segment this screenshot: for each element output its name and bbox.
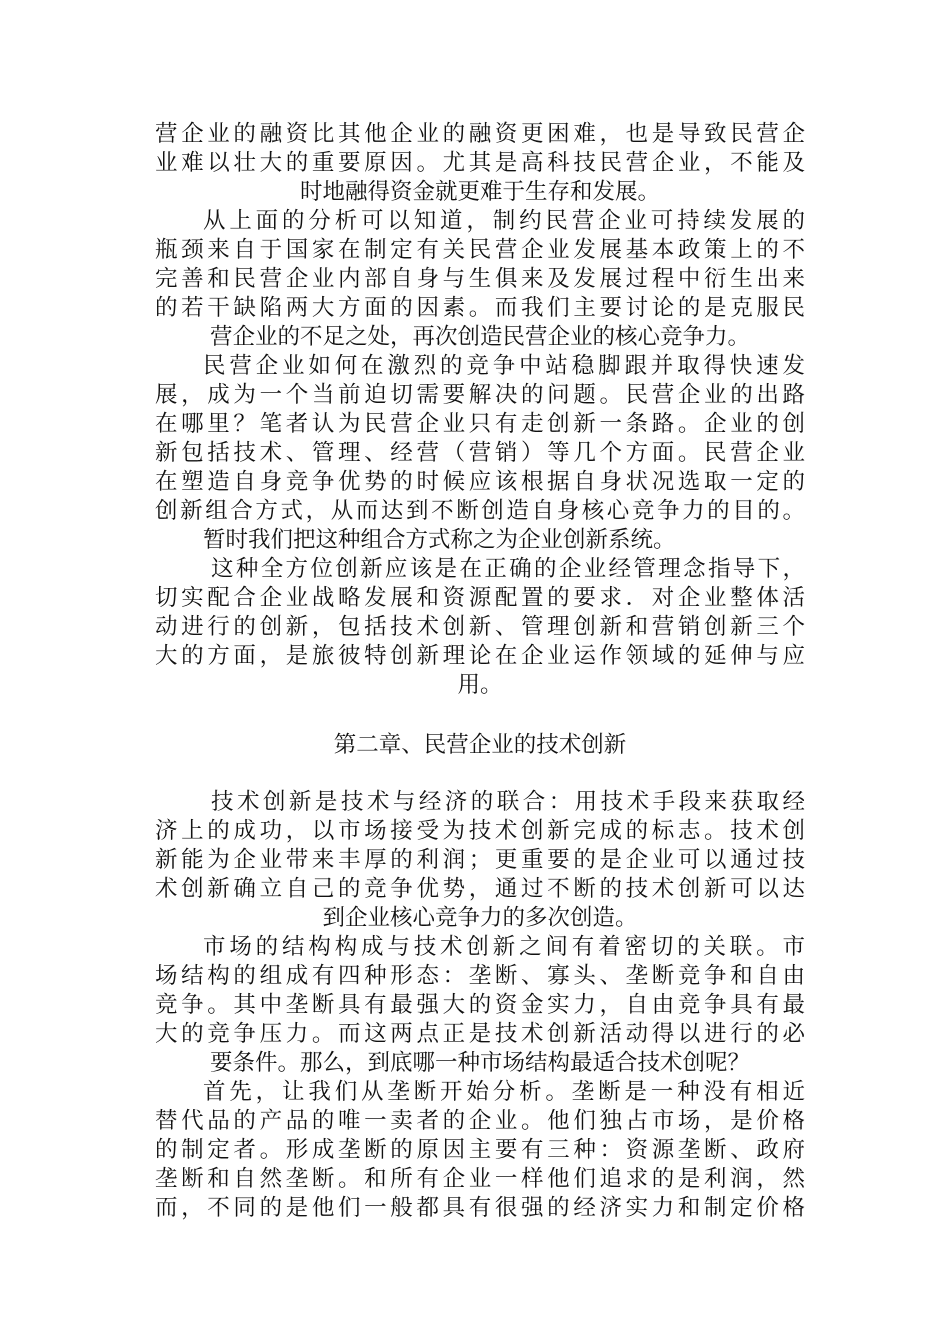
text-line: 动进行的创新，包括技术创新、管理创新和营销创新三个 xyxy=(155,614,805,640)
text-line: 完善和民营企业内部自身与生俱来及发展过程中衍生出来 xyxy=(155,266,805,292)
text-line: 业难以壮大的重要原因。尤其是高科技民营企业，不能及 xyxy=(155,150,805,176)
text-line: 大的竞争压力。而这两点正是技术创新活动得以进行的必 xyxy=(155,1021,805,1047)
text-line: 场结构的组成有四种形态：垄断、寡头、垄断竞争和自由 xyxy=(155,963,805,989)
text-line: 新包括技术、管理、经营（营销）等几个方面。民营企业 xyxy=(155,440,805,466)
text-line: 要条件。那么，到底哪一种市场结构最适合技术创呢？ xyxy=(209,1050,750,1076)
text-line: 竞争。其中垄断具有最强大的资金实力，自由竞争具有最 xyxy=(155,992,805,1018)
text-line: 时地融得资金就更难于生存和发展。 xyxy=(299,179,660,205)
text-line: 市场的结构构成与技术创新之间有着密切的关联。市 xyxy=(203,934,805,960)
chapter-heading: 第二章、民营企业的技术创新 xyxy=(333,732,627,758)
text-line: 切实配合企业战略发展和资源配置的要求．对企业整体活 xyxy=(155,585,805,611)
text-line: 的制定者。形成垄断的原因主要有三种：资源垄断、政府 xyxy=(155,1137,805,1163)
text-line: 首先，让我们从垄断开始分析。垄断是一种没有相近 xyxy=(203,1079,805,1105)
text-line: 垄断和自然垄断。和所有企业一样他们追求的是利润，然 xyxy=(155,1166,805,1192)
text-line: 济上的成功，以市场接受为技术创新完成的标志。技术创 xyxy=(155,818,805,844)
text-line: 营企业的不足之处，再次创造民营企业的核心竞争力。 xyxy=(209,324,750,350)
text-line: 技术创新是技术与经济的联合：用技术手段来获取经 xyxy=(211,789,805,815)
text-block-intro xyxy=(155,120,805,700)
text-line: 民营企业如何在激烈的竞争中站稳脚跟并取得快速发 xyxy=(203,353,805,379)
text-line: 大的方面，是旅彼特创新理论在企业运作领域的延伸与应 xyxy=(155,643,805,669)
text-line: 术创新确立自己的竞争优势，通过不断的技术创新可以达 xyxy=(155,876,805,902)
text-line: 用。 xyxy=(457,672,503,698)
text-line: 新能为企业带来丰厚的利润；更重要的是企业可以通过技 xyxy=(155,847,805,873)
text-line: 在哪里？笔者认为民营企业只有走创新一条路。企业的创 xyxy=(155,411,805,437)
text-line: 从上面的分析可以知道，制约民营企业可持续发展的 xyxy=(203,208,805,234)
text-block-chapter-two xyxy=(155,788,805,1223)
text-line: 替代品的产品的唯一卖者的企业。他们独占市场，是价格 xyxy=(155,1108,805,1134)
text-line: 而，不同的是他们一般都具有很强的经济实力和制定价格 xyxy=(155,1195,805,1221)
text-line: 创新组合方式，从而达到不断创造自身核心竞争力的目的。 xyxy=(155,498,805,524)
text-line: 营企业的融资比其他企业的融资更困难，也是导致民营企 xyxy=(155,121,805,147)
text-line: 到企业核心竞争力的多次创造。 xyxy=(322,905,638,931)
text-line: 的若干缺陷两大方面的因素。而我们主要讨论的是克服民 xyxy=(155,295,805,321)
text-line: 在塑造自身竞争优势的时候应该根据自身状况选取一定的 xyxy=(155,469,805,495)
text-line: 这种全方位创新应该是在正确的企业经管理念指导下， xyxy=(211,556,805,582)
text-line: 暂时我们把这种组合方式称之为企业创新系统。 xyxy=(203,527,676,553)
text-line: 瓶颈来自于国家在制定有关民营企业发展基本政策上的不 xyxy=(155,237,805,263)
text-line: 展，成为一个当前迫切需要解决的问题。民营企业的出路 xyxy=(155,382,805,408)
